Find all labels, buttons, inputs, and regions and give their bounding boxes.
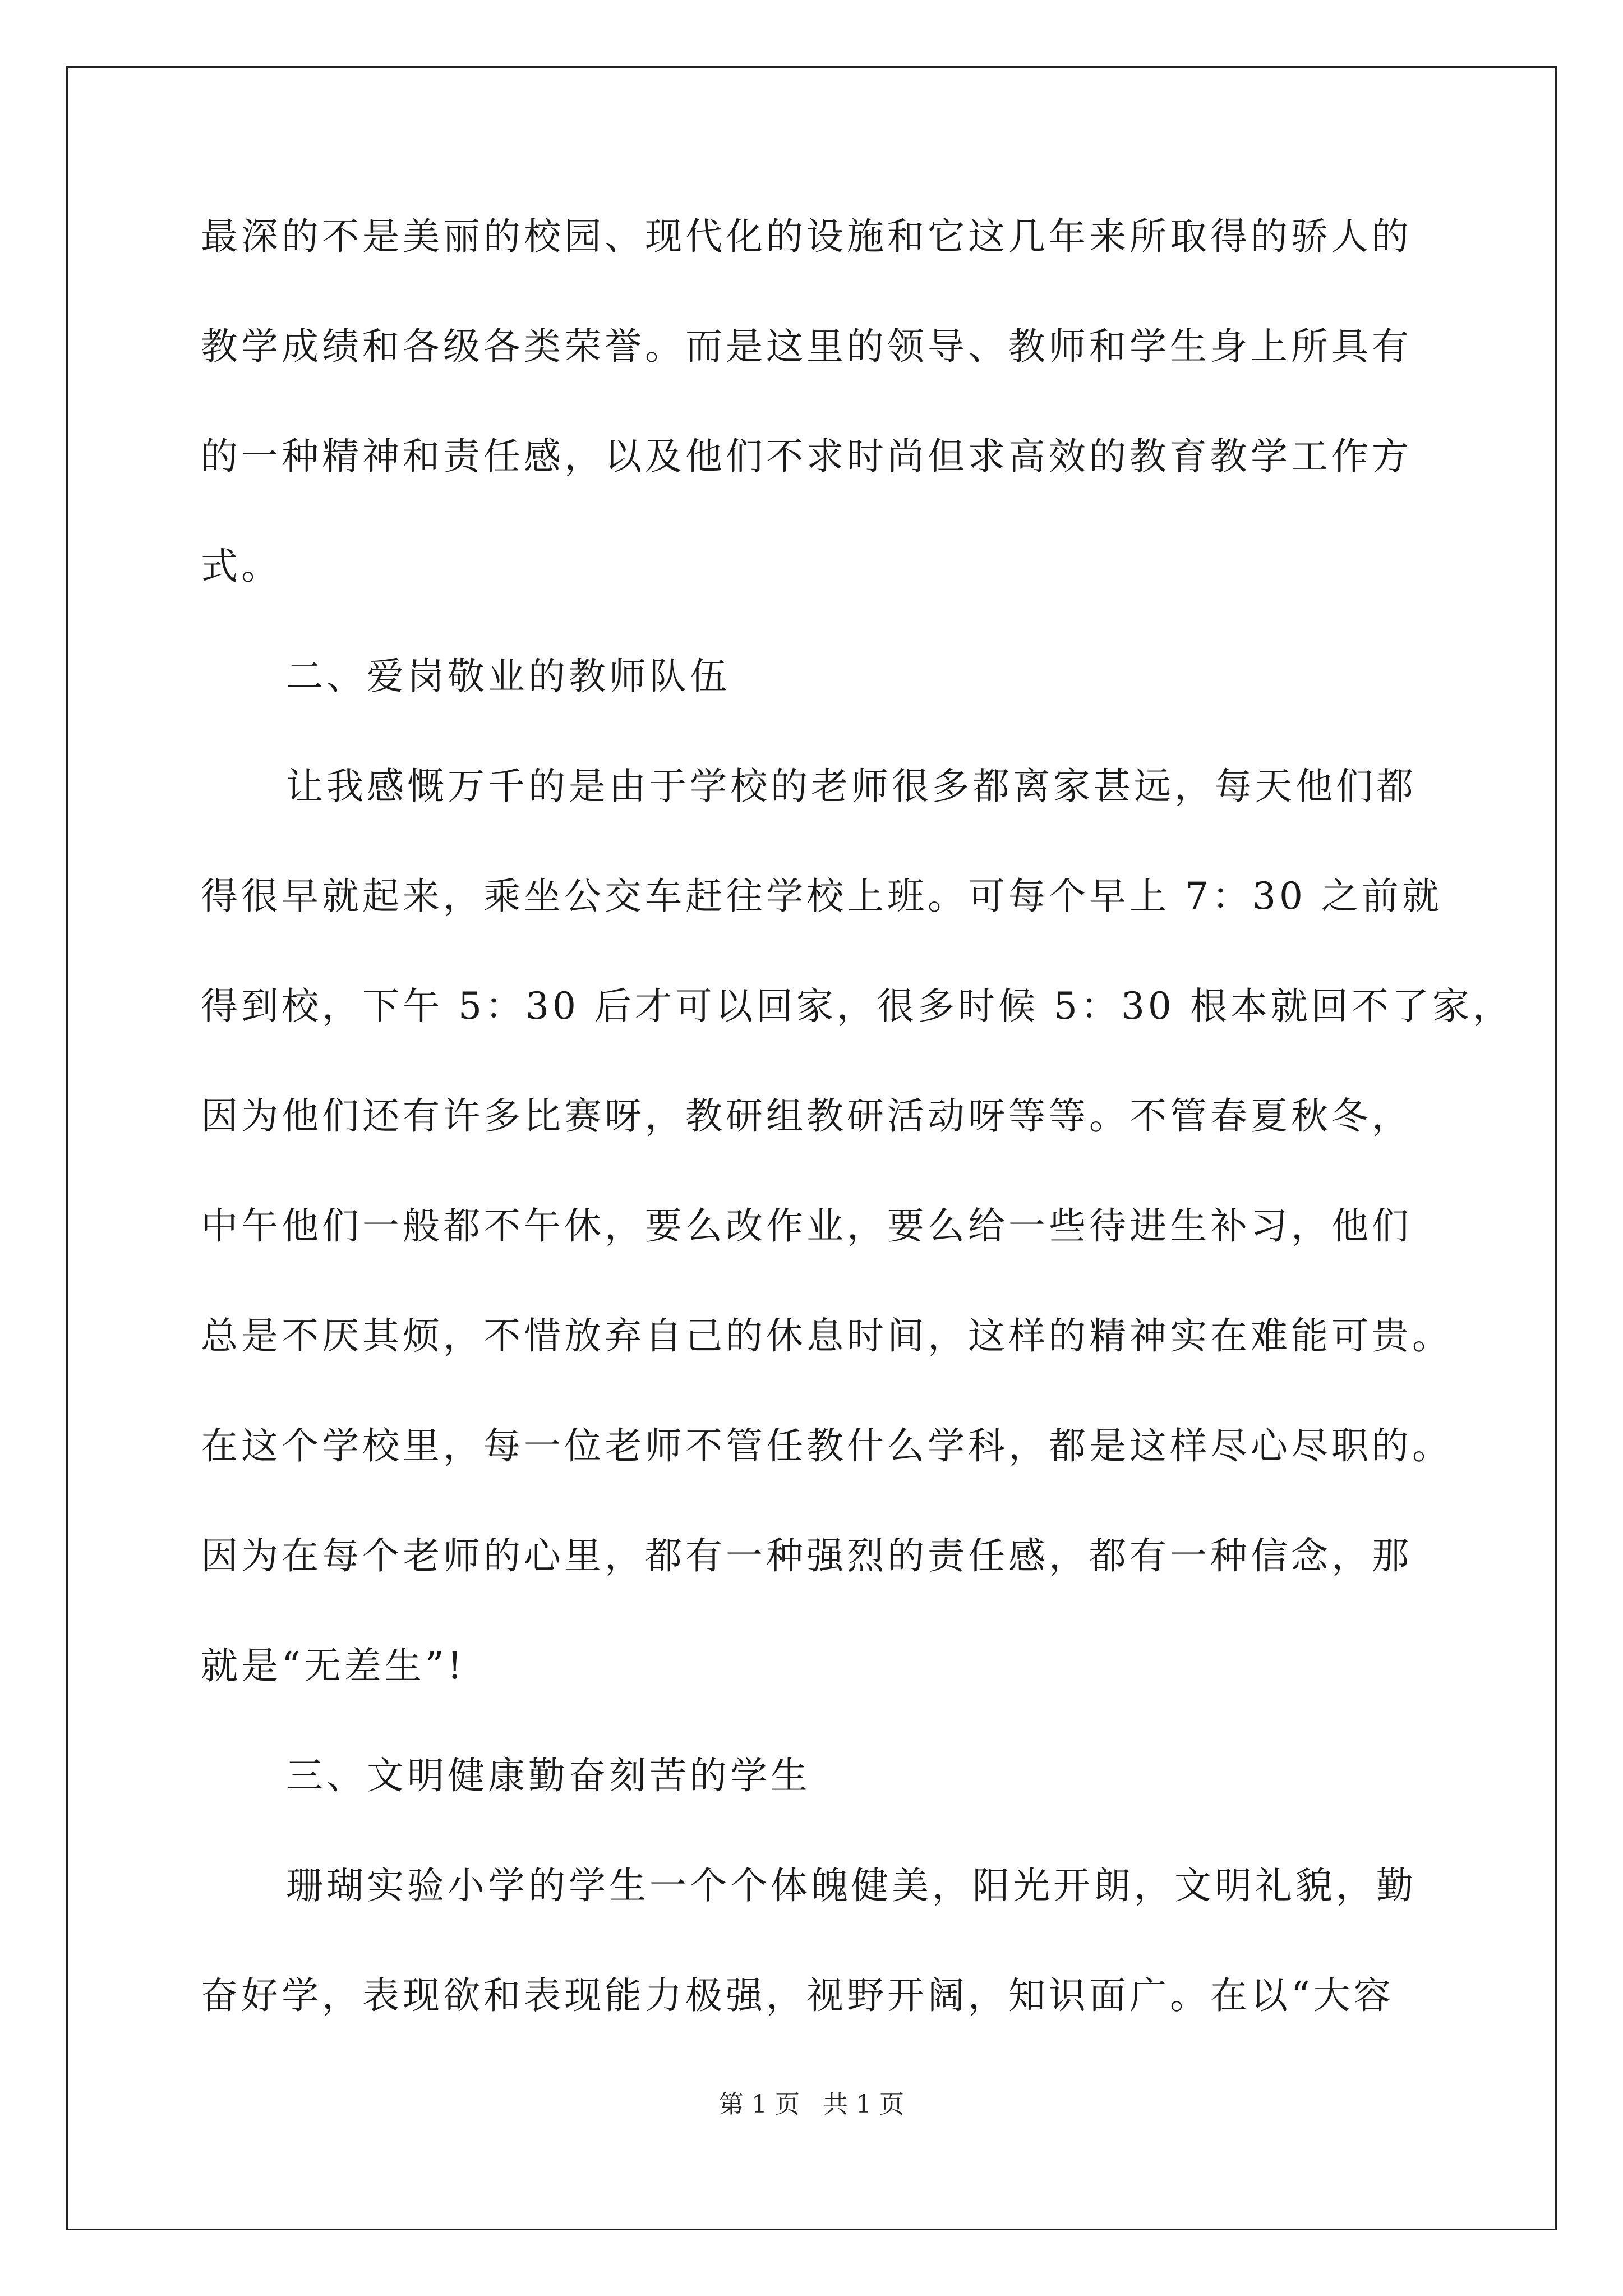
text-line: 中午他们一般都不午休，要么改作业，要么给一些待进生补习，他们 xyxy=(201,1204,1412,1248)
section-heading: 三、文明健康勤奋刻苦的学生 xyxy=(286,1754,811,1797)
page-number: 第 1 页 xyxy=(719,2090,800,2119)
text-line: 珊瑚实验小学的学生一个个体魄健美，阳光开朗，文明礼貌，勤 xyxy=(286,1864,1417,1907)
text-line: 因为他们还有许多比赛呀，教研组教研活动呀等等。不管春夏秋冬， xyxy=(201,1094,1412,1138)
text-line: 总是不厌其烦，不惜放弃自己的休息时间，这样的精神实在难能可贵。 xyxy=(201,1314,1453,1358)
text-line: 就是“无差生”! xyxy=(201,1644,466,1687)
page-total: 共 1 页 xyxy=(823,2090,904,2119)
text-line: 得到校，下午 5：30 后才可以回家，很多时候 5：30 根本就回不了家， xyxy=(201,984,1513,1028)
text-line: 让我感慨万千的是由于学校的老师很多都离家甚远，每天他们都 xyxy=(286,765,1417,808)
section-heading: 二、爱岗敬业的教师队伍 xyxy=(286,655,730,698)
text-line: 教学成绩和各级各类荣誉。而是这里的领导、教师和学生身上所具有 xyxy=(201,325,1412,368)
page-footer xyxy=(0,2088,1623,2122)
text-line: 式。 xyxy=(201,545,282,588)
text-line: 在这个学校里，每一位老师不管任教什么学科，都是这样尽心尽职的。 xyxy=(201,1424,1453,1467)
text-line: 最深的不是美丽的校园、现代化的设施和它这几年来所取得的骄人的 xyxy=(201,215,1412,258)
text-line: 得很早就起来，乘坐公交车赶往学校上班。可每个早上 7：30 之前就 xyxy=(201,875,1442,918)
text-line: 的一种精神和责任感，以及他们不求时尚但求高效的教育教学工作方 xyxy=(201,435,1412,478)
text-line: 因为在每个老师的心里，都有一种强烈的责任感，都有一种信念，那 xyxy=(201,1534,1412,1577)
document-body xyxy=(201,209,1513,2078)
text-line: 奋好学，表现欲和表现能力极强，视野开阔，知识面广。在以“大容 xyxy=(201,1974,1394,2017)
